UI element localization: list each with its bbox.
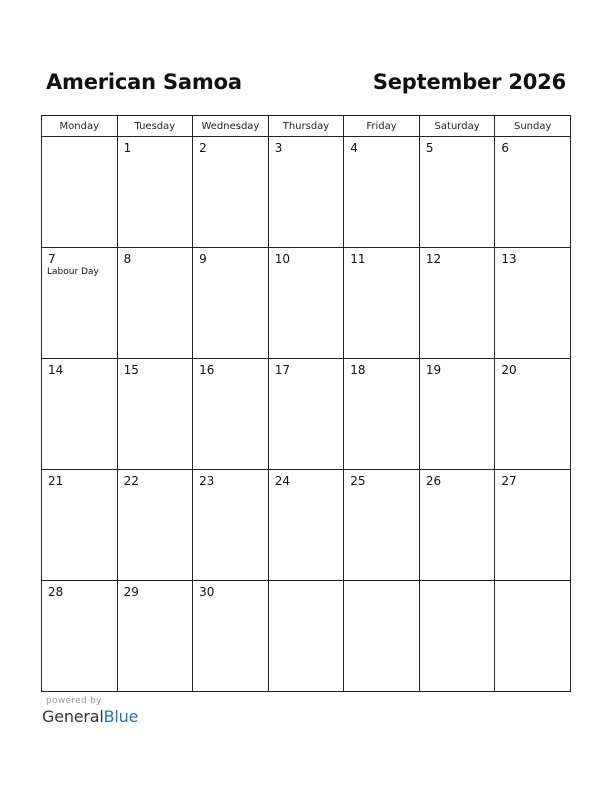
day-number: 23 bbox=[199, 474, 215, 488]
day-number: 29 bbox=[123, 585, 139, 599]
day-number: 24 bbox=[274, 474, 290, 488]
weekday-header: Thursday bbox=[268, 116, 344, 137]
day-number: 25 bbox=[350, 474, 366, 488]
day-cell bbox=[117, 581, 193, 692]
weekday-header: Wednesday bbox=[193, 116, 269, 137]
day-number: 17 bbox=[274, 363, 290, 377]
day-cell bbox=[495, 581, 571, 692]
day-number: 8 bbox=[123, 252, 132, 266]
holiday-label: Labour Day bbox=[47, 267, 99, 277]
day-cell bbox=[42, 470, 118, 581]
day-cell bbox=[193, 137, 269, 248]
day-cell bbox=[344, 359, 420, 470]
day-cell bbox=[495, 470, 571, 581]
week-row bbox=[42, 359, 571, 470]
week-row bbox=[42, 581, 571, 692]
day-cell bbox=[117, 137, 193, 248]
day-cell bbox=[193, 359, 269, 470]
day-cell bbox=[419, 137, 495, 248]
day-cell bbox=[117, 470, 193, 581]
day-cell bbox=[495, 137, 571, 248]
day-number: 5 bbox=[425, 141, 434, 155]
powered-by-label: powered by bbox=[46, 696, 102, 706]
day-cell bbox=[344, 248, 420, 359]
day-cell bbox=[419, 581, 495, 692]
day-cell bbox=[193, 248, 269, 359]
day-number: 12 bbox=[425, 252, 442, 266]
day-cell bbox=[42, 359, 118, 470]
day-number: 13 bbox=[501, 252, 517, 266]
month-year-title: September 2026 bbox=[372, 70, 566, 94]
country-title: American Samoa bbox=[46, 70, 242, 94]
weekday-header: Monday bbox=[42, 116, 118, 137]
day-cell bbox=[117, 359, 193, 470]
day-number: 26 bbox=[425, 474, 442, 488]
day-cell bbox=[344, 137, 420, 248]
day-cell bbox=[419, 470, 495, 581]
day-cell bbox=[42, 248, 118, 359]
day-number: 18 bbox=[350, 363, 366, 377]
day-number: 10 bbox=[274, 252, 290, 266]
day-cell bbox=[268, 248, 344, 359]
day-number: 28 bbox=[48, 585, 64, 599]
day-cell bbox=[419, 248, 495, 359]
day-number: 11 bbox=[350, 252, 366, 266]
brand-blue: Blue bbox=[103, 707, 139, 726]
day-cell bbox=[117, 248, 193, 359]
weekday-header-row bbox=[42, 116, 571, 137]
day-number: 30 bbox=[199, 585, 215, 599]
weekday-header: Sunday bbox=[495, 116, 571, 137]
day-cell bbox=[344, 581, 420, 692]
week-row bbox=[42, 248, 571, 359]
calendar-header bbox=[46, 70, 566, 100]
day-number: 3 bbox=[274, 141, 283, 155]
day-cell bbox=[193, 581, 269, 692]
day-cell bbox=[42, 581, 118, 692]
day-number: 2 bbox=[199, 141, 207, 155]
brand-general: General bbox=[42, 707, 104, 726]
day-cell bbox=[42, 137, 118, 248]
day-number: 9 bbox=[199, 252, 207, 266]
day-cell bbox=[344, 470, 420, 581]
day-cell bbox=[268, 137, 344, 248]
day-number: 6 bbox=[501, 141, 510, 155]
footer bbox=[42, 696, 138, 726]
day-number: 21 bbox=[48, 474, 64, 488]
day-cell bbox=[419, 359, 495, 470]
day-number: 15 bbox=[123, 363, 139, 377]
day-number: 20 bbox=[501, 363, 517, 377]
day-number: 14 bbox=[48, 363, 64, 377]
calendar-grid bbox=[41, 115, 571, 692]
day-cell bbox=[268, 359, 344, 470]
day-cell bbox=[495, 359, 571, 470]
day-cell bbox=[495, 248, 571, 359]
day-number: 4 bbox=[350, 141, 358, 155]
day-number: 16 bbox=[199, 363, 215, 377]
brand-logo bbox=[42, 707, 138, 726]
day-cell bbox=[268, 581, 344, 692]
day-number: 19 bbox=[425, 363, 442, 377]
day-number: 1 bbox=[123, 141, 132, 155]
weekday-header: Friday bbox=[344, 116, 420, 137]
day-number: 22 bbox=[123, 474, 139, 488]
weekday-header: Saturday bbox=[419, 116, 495, 137]
day-cell bbox=[193, 470, 269, 581]
weekday-header: Tuesday bbox=[117, 116, 193, 137]
week-row bbox=[42, 137, 571, 248]
day-number: 27 bbox=[501, 474, 517, 488]
day-number: 7 bbox=[48, 252, 56, 266]
week-row bbox=[42, 470, 571, 581]
day-cell bbox=[268, 470, 344, 581]
